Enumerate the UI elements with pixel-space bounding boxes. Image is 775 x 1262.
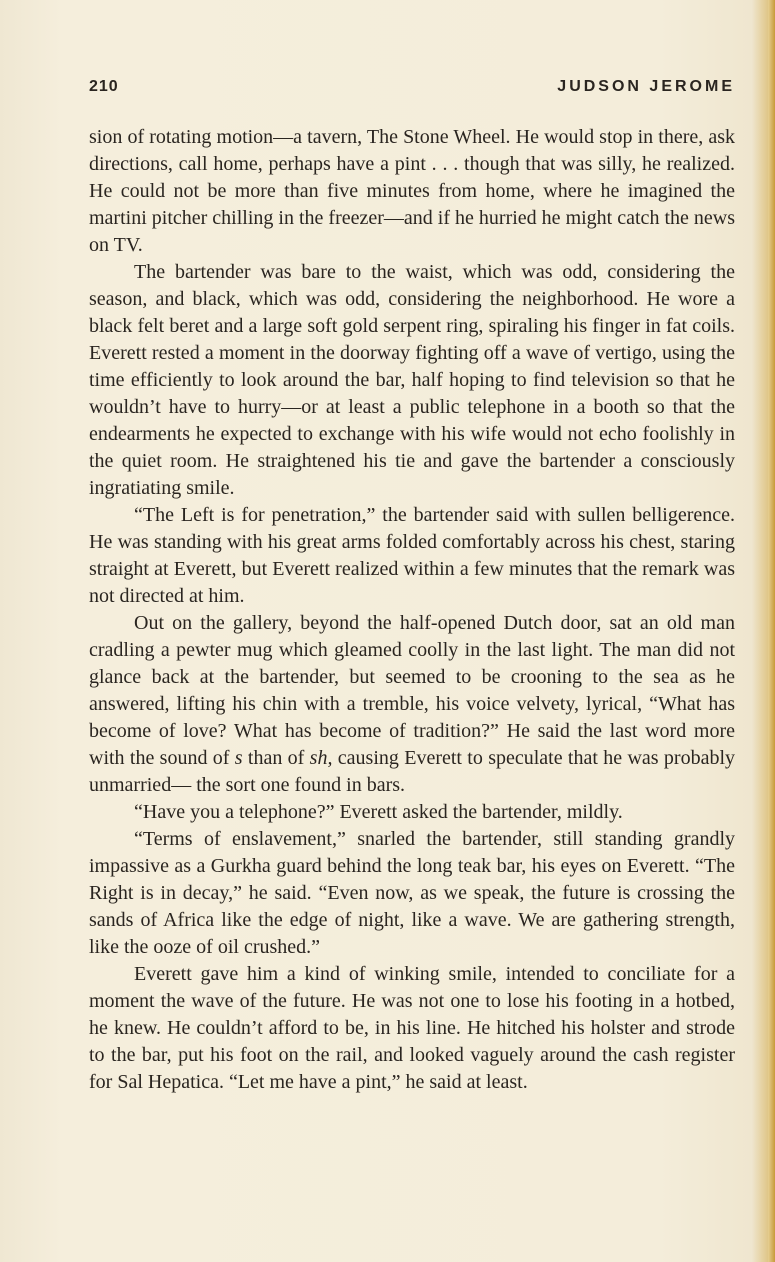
paragraph-text: than of	[242, 747, 310, 769]
page-number: 210	[89, 78, 119, 95]
paragraph-text: sion of rotating motion—a tavern, The Stone Wheel. He would stop in there, ask directions, call home, perhaps have a pint . . . though that was silly, he realized. He could not be more than five minutes from home, where he imagined the martini pitcher chilling in the freezer—and if he hurried he might catch the news on TV.	[89, 126, 735, 256]
paragraph-text: “The Left is for penetration,” the bartender said with sullen belligerence. He was standing with his great arms folded comfortably across his chest, staring straight at Everett, but Everett realized within a few minutes that the remark was not directed at him.	[89, 504, 735, 607]
paragraph-text: “Terms of enslavement,” snarled the bartender, still standing grandly impassive as a Gurkha guard behind the long teak bar, his eyes on Everett. “The Right is in decay,” he said. “Even now, as we speak, the future is crossing the sands of Africa like the edge of night, like a wave. We are gathering strength, like the ooze of oil crushed.”	[89, 828, 735, 958]
paragraph-text: Everett gave him a kind of winking smile, intended to conciliate for a moment the wave of the future. He was not one to lose his footing in a hotbed, he knew. He couldn’t afford to be, in his line. He hitched his holster and strode to the bar, put his foot on the rail, and looked vaguely around the cash register for Sal Hepatica. “Let me have a pint,” he said at least.	[89, 963, 735, 1093]
italic-text: sh,	[309, 747, 333, 769]
paragraph	[89, 259, 735, 502]
paragraph-text: “Have you a telephone?” Everett asked the bartender, mildly.	[134, 801, 623, 823]
running-head-author: JUDSON JEROME	[557, 78, 735, 95]
paragraph	[89, 124, 735, 259]
paragraph-text: Out on the gallery, beyond the half-opened Dutch door, sat an old man cradling a pewter mug which gleamed coolly in the last light. The man did not glance back at the bartender, but seemed to be crooning to the sea as he answered, lifting his chin with a tremble, his voice velvety, lyrical, “What has become of love? What has become of tradition?” He said the last word more with the sound of	[89, 612, 735, 769]
paragraph-text: The bartender was bare to the waist, which was odd, considering the season, and black, which was odd, considering the neighborhood. He wore a black felt beret and a large soft gold serpent ring, spiraling his finger in fat coils. Everett rested a moment in the doorway fighting off a wave of vertigo, using the time efficiently to look around the bar, half hoping to find television so that he wouldn’t have to hurry—or at least a public telephone in a booth so that the endearments he expected to exchange with his wife would not echo foolishly in the quiet room. He straightened his tie and gave the bartender a consciously ingratiating smile.	[89, 261, 735, 499]
running-head	[89, 78, 735, 102]
paragraph-text: causing Everett to speculate that he was probably unmarried— the sort one found in bars.	[89, 747, 735, 796]
paragraph	[89, 610, 735, 799]
body-text	[89, 124, 735, 1096]
paragraph	[89, 961, 735, 1096]
paragraph	[89, 502, 735, 610]
page-gilt-edge	[768, 0, 775, 1262]
paragraph	[89, 826, 735, 961]
italic-text: s	[234, 747, 243, 769]
paragraph	[89, 799, 735, 826]
